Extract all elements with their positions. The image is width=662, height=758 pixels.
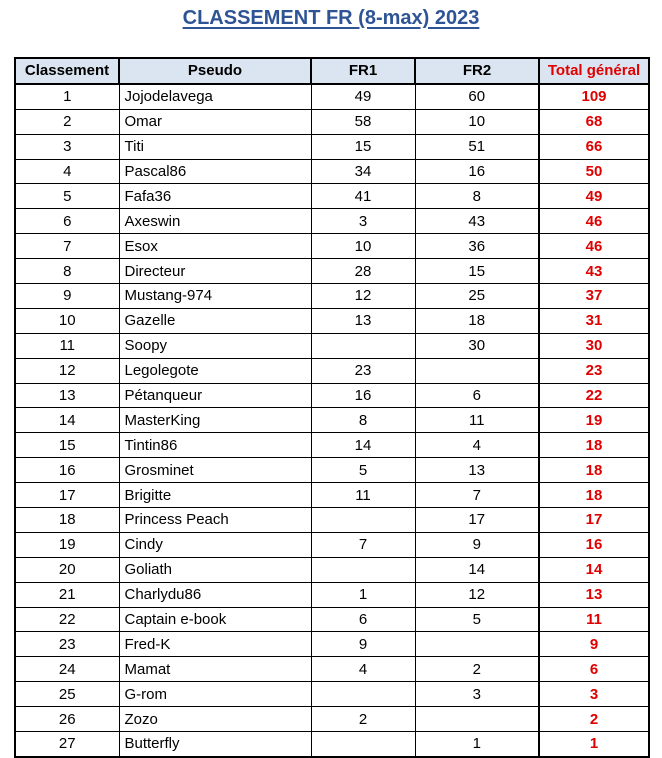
pseudo-cell: MasterKing — [119, 408, 311, 433]
pseudo-cell: Goliath — [119, 557, 311, 582]
rank-cell: 22 — [15, 607, 119, 632]
fr2-cell: 15 — [415, 259, 539, 284]
pseudo-cell: Cindy — [119, 532, 311, 557]
rank-cell: 5 — [15, 184, 119, 209]
rank-cell: 19 — [15, 532, 119, 557]
table-row — [15, 109, 649, 134]
table-header-row — [15, 58, 649, 84]
total-cell: 23 — [539, 358, 649, 383]
table-row — [15, 184, 649, 209]
pseudo-cell: Butterfly — [119, 732, 311, 757]
fr2-cell: 8 — [415, 184, 539, 209]
table-row — [15, 159, 649, 184]
pseudo-cell: G-rom — [119, 682, 311, 707]
fr2-cell: 1 — [415, 732, 539, 757]
fr1-cell — [311, 732, 415, 757]
fr2-cell: 17 — [415, 508, 539, 533]
fr1-cell: 4 — [311, 657, 415, 682]
fr2-cell: 2 — [415, 657, 539, 682]
fr1-cell — [311, 682, 415, 707]
fr2-cell: 16 — [415, 159, 539, 184]
total-cell: 49 — [539, 184, 649, 209]
table-row — [15, 682, 649, 707]
fr2-cell: 12 — [415, 582, 539, 607]
total-cell: 18 — [539, 483, 649, 508]
total-cell: 50 — [539, 159, 649, 184]
fr1-cell — [311, 508, 415, 533]
pseudo-cell: Jojodelavega — [119, 84, 311, 109]
pseudo-cell: Zozo — [119, 707, 311, 732]
rank-cell: 12 — [15, 358, 119, 383]
fr1-cell: 14 — [311, 433, 415, 458]
rank-cell: 21 — [15, 582, 119, 607]
page-title: CLASSEMENT FR (8-max) 2023 — [182, 7, 480, 29]
table-row — [15, 284, 649, 309]
fr2-cell: 36 — [415, 234, 539, 259]
total-cell: 2 — [539, 707, 649, 732]
table-row — [15, 707, 649, 732]
table-row — [15, 458, 649, 483]
fr2-cell — [415, 632, 539, 657]
pseudo-cell: Mamat — [119, 657, 311, 682]
fr2-cell: 6 — [415, 383, 539, 408]
rank-cell: 13 — [15, 383, 119, 408]
fr1-cell: 1 — [311, 582, 415, 607]
table-row — [15, 483, 649, 508]
rank-cell: 8 — [15, 259, 119, 284]
rank-cell: 24 — [15, 657, 119, 682]
fr2-cell: 5 — [415, 607, 539, 632]
total-cell: 30 — [539, 333, 649, 358]
total-cell: 17 — [539, 508, 649, 533]
total-cell: 46 — [539, 209, 649, 234]
pseudo-cell: Fafa36 — [119, 184, 311, 209]
fr1-cell: 41 — [311, 184, 415, 209]
rank-cell: 10 — [15, 308, 119, 333]
table-row — [15, 657, 649, 682]
table-row — [15, 732, 649, 757]
total-cell: 19 — [539, 408, 649, 433]
total-cell: 3 — [539, 682, 649, 707]
pseudo-cell: Brigitte — [119, 483, 311, 508]
pseudo-cell: Legolegote — [119, 358, 311, 383]
total-cell: 14 — [539, 557, 649, 582]
fr1-cell: 13 — [311, 308, 415, 333]
fr2-cell: 4 — [415, 433, 539, 458]
pseudo-cell: Pascal86 — [119, 159, 311, 184]
total-cell: 11 — [539, 607, 649, 632]
table-row — [15, 408, 649, 433]
pseudo-cell: Mustang-974 — [119, 284, 311, 309]
total-cell: 18 — [539, 458, 649, 483]
rank-cell: 7 — [15, 234, 119, 259]
fr2-cell: 3 — [415, 682, 539, 707]
total-cell: 1 — [539, 732, 649, 757]
total-cell: 9 — [539, 632, 649, 657]
fr2-cell: 9 — [415, 532, 539, 557]
fr2-cell — [415, 358, 539, 383]
fr2-cell: 60 — [415, 84, 539, 109]
pseudo-cell: Princess Peach — [119, 508, 311, 533]
fr2-cell: 7 — [415, 483, 539, 508]
rank-cell: 6 — [15, 209, 119, 234]
table-row — [15, 433, 649, 458]
total-cell: 13 — [539, 582, 649, 607]
rank-cell: 14 — [15, 408, 119, 433]
header-fr1: FR1 — [311, 58, 415, 84]
fr1-cell: 2 — [311, 707, 415, 732]
pseudo-cell: Pétanqueur — [119, 383, 311, 408]
pseudo-cell: Omar — [119, 109, 311, 134]
total-cell: 6 — [539, 657, 649, 682]
table-row — [15, 358, 649, 383]
pseudo-cell: Captain e-book — [119, 607, 311, 632]
fr2-cell — [415, 707, 539, 732]
fr1-cell: 23 — [311, 358, 415, 383]
pseudo-cell: Tintin86 — [119, 433, 311, 458]
table-row — [15, 259, 649, 284]
fr2-cell: 51 — [415, 134, 539, 159]
fr1-cell — [311, 333, 415, 358]
fr1-cell: 12 — [311, 284, 415, 309]
pseudo-cell: Esox — [119, 234, 311, 259]
table-row — [15, 582, 649, 607]
fr1-cell: 11 — [311, 483, 415, 508]
fr1-cell: 5 — [311, 458, 415, 483]
pseudo-cell: Titi — [119, 134, 311, 159]
fr1-cell — [311, 557, 415, 582]
total-cell: 31 — [539, 308, 649, 333]
fr1-cell: 16 — [311, 383, 415, 408]
rank-cell: 27 — [15, 732, 119, 757]
total-cell: 18 — [539, 433, 649, 458]
fr2-cell: 18 — [415, 308, 539, 333]
total-cell: 22 — [539, 383, 649, 408]
rank-cell: 20 — [15, 557, 119, 582]
fr2-cell: 11 — [415, 408, 539, 433]
ranking-table — [14, 57, 650, 758]
table-row — [15, 607, 649, 632]
rank-cell: 16 — [15, 458, 119, 483]
rank-cell: 11 — [15, 333, 119, 358]
rank-cell: 23 — [15, 632, 119, 657]
fr1-cell: 6 — [311, 607, 415, 632]
fr1-cell: 34 — [311, 159, 415, 184]
pseudo-cell: Axeswin — [119, 209, 311, 234]
rank-cell: 9 — [15, 284, 119, 309]
rank-cell: 1 — [15, 84, 119, 109]
fr1-cell: 3 — [311, 209, 415, 234]
pseudo-cell: Soopy — [119, 333, 311, 358]
fr2-cell: 10 — [415, 109, 539, 134]
fr1-cell: 49 — [311, 84, 415, 109]
rank-cell: 2 — [15, 109, 119, 134]
header-classement: Classement — [15, 58, 119, 84]
rank-cell: 18 — [15, 508, 119, 533]
total-cell: 68 — [539, 109, 649, 134]
header-fr2: FR2 — [415, 58, 539, 84]
rank-cell: 4 — [15, 159, 119, 184]
fr2-cell: 14 — [415, 557, 539, 582]
rank-cell: 3 — [15, 134, 119, 159]
fr1-cell: 8 — [311, 408, 415, 433]
table-row — [15, 557, 649, 582]
table-row — [15, 532, 649, 557]
table-row — [15, 234, 649, 259]
rank-cell: 25 — [15, 682, 119, 707]
fr1-cell: 58 — [311, 109, 415, 134]
table-body — [15, 84, 649, 757]
table-row — [15, 632, 649, 657]
fr2-cell: 13 — [415, 458, 539, 483]
fr1-cell: 9 — [311, 632, 415, 657]
rank-cell: 26 — [15, 707, 119, 732]
total-cell: 66 — [539, 134, 649, 159]
total-cell: 43 — [539, 259, 649, 284]
table-row — [15, 508, 649, 533]
fr1-cell: 10 — [311, 234, 415, 259]
table-row — [15, 333, 649, 358]
table-row — [15, 308, 649, 333]
pseudo-cell: Charlydu86 — [119, 582, 311, 607]
fr2-cell: 25 — [415, 284, 539, 309]
fr1-cell: 7 — [311, 532, 415, 557]
header-pseudo: Pseudo — [119, 58, 311, 84]
total-cell: 37 — [539, 284, 649, 309]
fr2-cell: 43 — [415, 209, 539, 234]
fr1-cell: 28 — [311, 259, 415, 284]
pseudo-cell: Fred-K — [119, 632, 311, 657]
pseudo-cell: Directeur — [119, 259, 311, 284]
table-row — [15, 383, 649, 408]
header-total-general: Total général — [539, 58, 649, 84]
rank-cell: 17 — [15, 483, 119, 508]
rank-cell: 15 — [15, 433, 119, 458]
fr2-cell: 30 — [415, 333, 539, 358]
fr1-cell: 15 — [311, 134, 415, 159]
total-cell: 46 — [539, 234, 649, 259]
total-cell: 16 — [539, 532, 649, 557]
table-row — [15, 84, 649, 109]
pseudo-cell: Grosminet — [119, 458, 311, 483]
total-cell: 109 — [539, 84, 649, 109]
table-row — [15, 134, 649, 159]
table-row — [15, 209, 649, 234]
pseudo-cell: Gazelle — [119, 308, 311, 333]
